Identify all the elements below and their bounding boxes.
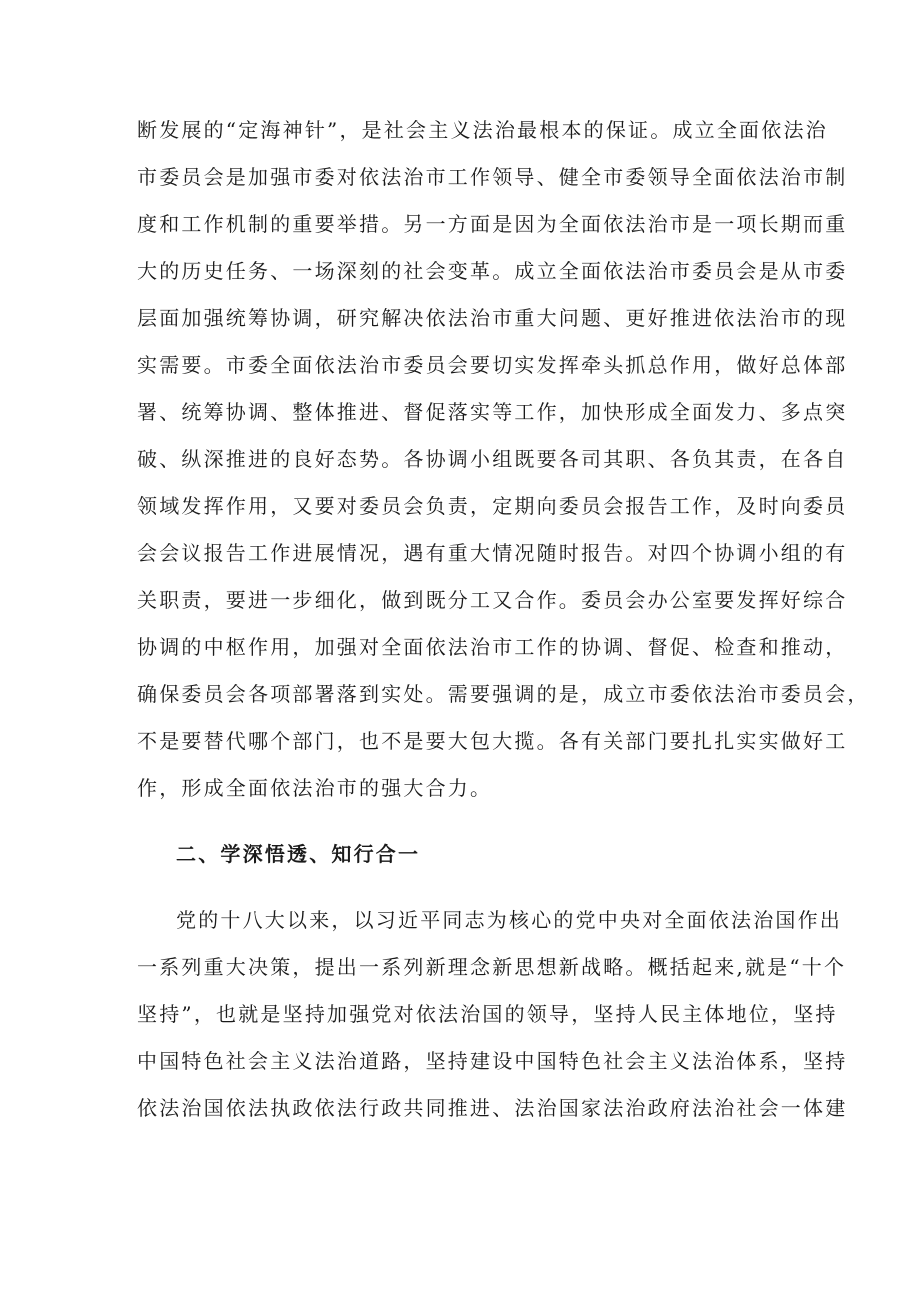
paragraph1-line: 层面加强统筹协调，研究解决依法治市重大问题、更好推进依法治市的现 <box>137 306 848 330</box>
paragraph2-line: 党的十八大以来，以习近平同志为核心的党中央对全面依法治国作出 <box>176 908 842 932</box>
paragraph1-line: 实需要。市委全面依法治市委员会要切实发挥牵头抓总作用，做好总体部 <box>137 353 848 377</box>
paragraph1-line: 作，形成全面依法治市的强大合力。 <box>137 776 493 800</box>
paragraph1-line: 断发展的“定海神针”，是社会主义法治最根本的保证。成立全面依法治 <box>137 118 828 142</box>
paragraph1-line: 领域发挥作用，又要对委员会负责，定期向委员会报告工作，及时向委员 <box>137 494 848 518</box>
paragraph1-line: 度和工作机制的重要举措。另一方面是因为全面依法治市是一项长期而重 <box>137 212 848 236</box>
paragraph1-line: 会会议报告工作进展情况，遇有重大情况随时报告。对四个协调小组的有 <box>137 541 848 565</box>
paragraph2-line: 中国特色社会主义法治道路，坚持建设中国特色社会主义法治体系，坚持 <box>137 1049 848 1073</box>
paragraph1-line: 署、统筹协调、整体推进、督促落实等工作，加快形成全面发力、多点突 <box>137 400 848 424</box>
paragraph1-line: 不是要替代哪个部门，也不是要大包大揽。各有关部门要扎扎实实做好工 <box>137 729 848 753</box>
paragraph1-line: 关职责，要进一步细化，做到既分工又合作。委员会办公室要发挥好综合 <box>137 588 848 612</box>
paragraph1-line: 市委员会是加强市委对依法治市工作领导、健全市委领导全面依法治市制 <box>137 165 848 189</box>
paragraph2-line: 一系列重大决策，提出一系列新理念新思想新战略。概括起来,就是“十个 <box>137 955 847 979</box>
paragraph2-line: 坚持”，也就是坚持加强党对依法治国的领导，坚持人民主体地位，坚持 <box>137 1002 838 1026</box>
section-heading: 二、学深悟透、知行合一 <box>176 842 421 866</box>
paragraph1-line: 协调的中枢作用，加强对全面依法治市工作的协调、督促、检查和推动， <box>137 635 848 659</box>
paragraph1-line: 确保委员会各项部署落到实处。需要强调的是，成立市委依法治市委员会， <box>137 682 870 706</box>
paragraph1-line: 破、纵深推进的良好态势。各协调小组既要各司其职、各负其责，在各自 <box>137 447 848 471</box>
paragraph1-line: 大的历史任务、一场深刻的社会变革。成立全面依法治市委员会是从市委 <box>137 259 848 283</box>
paragraph2-line: 依法治国依法执政依法行政共同推进、法治国家法治政府法治社会一体建 <box>137 1096 848 1120</box>
